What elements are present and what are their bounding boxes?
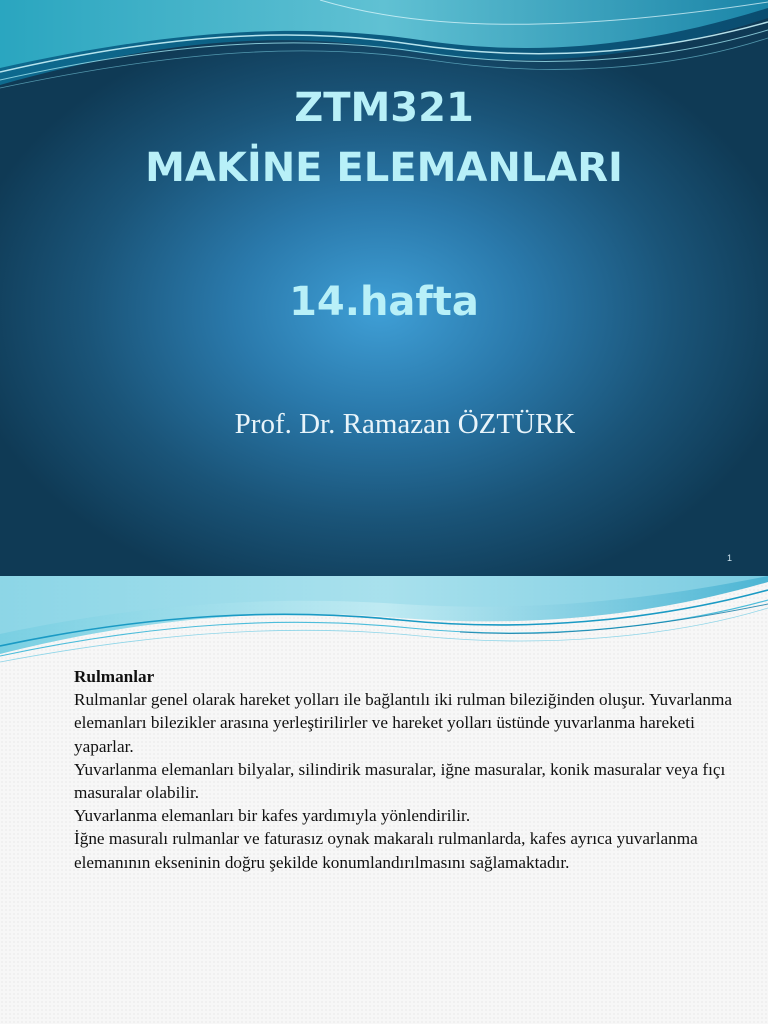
course-code: ZTM321 — [294, 85, 474, 131]
body-paragraph: Yuvarlanma elemanları bilyalar, silindirik masuralar, iğne masuralar, konik masuralar veya fıçı masuralar olabilir. — [74, 759, 726, 803]
wave-decoration-top — [0, 576, 768, 666]
body-paragraph: İğne masuralı rulmanlar ve faturasız oynak makaralı rulmanlarda, kafes ayrıca yuvarlanma elemanının ekseninin doğru şekilde konumlandırılmasını sağlamaktadır. — [74, 829, 698, 872]
section-heading: Rulmanlar — [74, 667, 155, 686]
body-paragraph: Rulmanlar genel olarak hareket yolları ile bağlantılı iki rulman bileziğinden oluşur. Yuvarlanma elemanları bilezikler arasına yerleştirilirler ve hareket yolları üstünde yuvarlanma hareketi yaparlar. — [74, 690, 733, 756]
slide-number: 1 — [726, 553, 732, 563]
slide-body — [74, 665, 734, 874]
week-label: 14.hafta — [289, 279, 479, 325]
course-name: MAKİNE ELEMANLARI — [145, 145, 623, 191]
author-name: Prof. Dr. Ramazan ÖZTÜRK — [234, 408, 576, 440]
course-title — [0, 78, 768, 198]
body-paragraph: Yuvarlanma elemanları bir kafes yardımıyla yönlendirilir. — [74, 806, 471, 826]
content-slide — [0, 576, 768, 1024]
